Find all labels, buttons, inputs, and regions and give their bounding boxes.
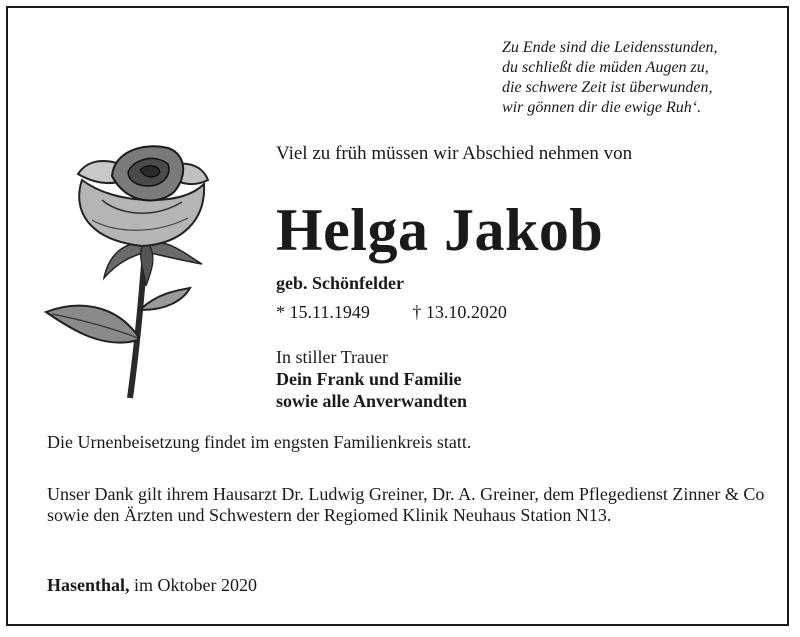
- urn-notice: Die Urnenbeisetzung findet im engsten Familienkreis statt.: [47, 432, 472, 452]
- poem-line: wir gönnen dir die ewige Ruh‘.: [502, 99, 702, 116]
- mourners-line: sowie alle Anverwandten: [276, 391, 467, 411]
- intro-text: Viel zu früh müssen wir Abschied nehmen von: [276, 143, 633, 164]
- birth-date: * 15.11.1949: [276, 302, 370, 322]
- rose-icon: [42, 140, 222, 402]
- mourning-block: [276, 346, 467, 412]
- date-text: im Oktober 2020: [129, 575, 258, 595]
- poem: [502, 38, 718, 118]
- poem-line: du schließt die müden Augen zu,: [502, 59, 709, 76]
- mourners-line: Dein Frank und Familie: [276, 369, 462, 389]
- maiden-name: geb. Schönfelder: [276, 273, 404, 293]
- poem-line: Zu Ende sind die Leidensstunden,: [502, 39, 718, 56]
- thanks-text: Unser Dank gilt ihrem Hausarzt Dr. Ludwig Greiner, Dr. A. Greiner, dem Pflegedienst Zinner & Co sowie den Ärzten und Schwestern der Regiomed Klinik Neuhaus Station N13.: [47, 484, 765, 525]
- deceased-name: Helga Jakob: [276, 197, 604, 263]
- place-date: [47, 575, 257, 596]
- death-date: † 13.10.2020: [412, 302, 507, 322]
- mourning-heading: In stiller Trauer: [276, 347, 388, 367]
- poem-line: die schwere Zeit ist überwunden,: [502, 79, 713, 96]
- town: Hasenthal,: [47, 575, 130, 595]
- life-dates: [276, 302, 507, 323]
